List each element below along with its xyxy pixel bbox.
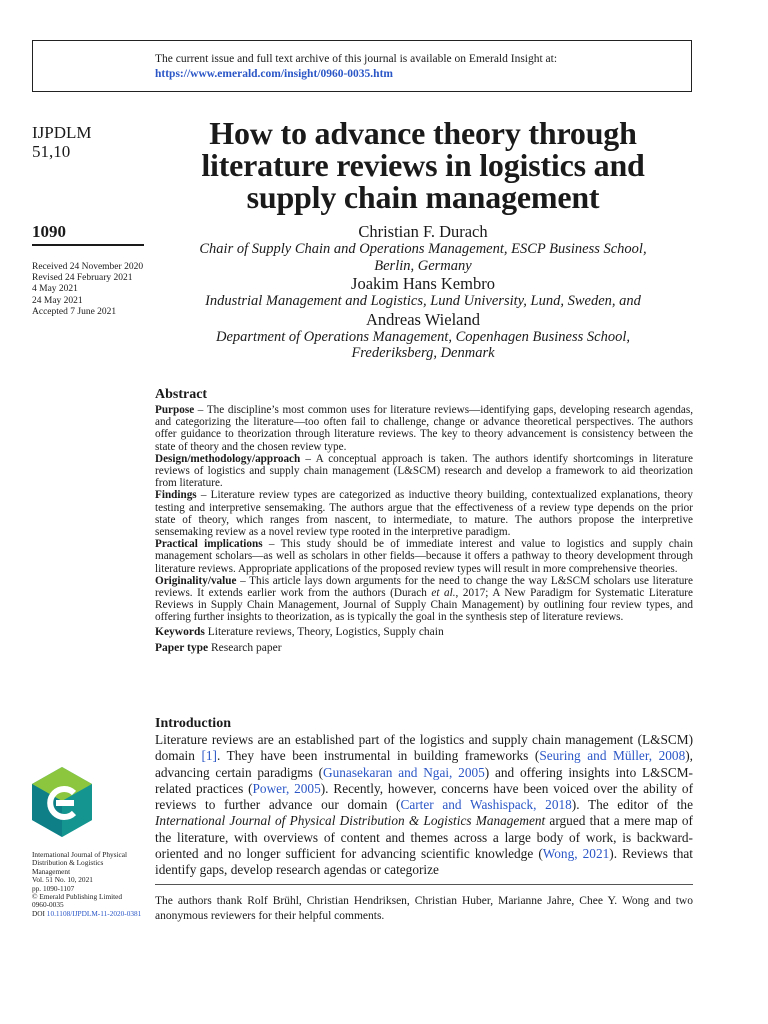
acknowledgement-footnote: The authors thank Rolf Brühl, Christian Hendriksen, Christian Huber, Marianne Jahre, Chee Y. Wong and two anonymous reviewers for their helpful comments. [155,895,693,922]
doi-prefix: DOI [32,908,47,918]
date-line: 4 May 2021 [32,284,78,295]
et-al: et al. [431,587,456,600]
keywords-text: Literature reviews, Theory, Logistics, Supply chain [204,625,444,638]
citation-link[interactable]: Seuring and Müller, 2008 [539,748,686,764]
abstract-originality [155,575,693,624]
journal-info-line: Management [32,866,71,876]
abstract-practical [155,538,693,575]
date-line: 24 May 2021 [32,295,83,306]
body-text: ). Reviews that identify gaps, develop research agendas or categorize [155,846,693,878]
paper-type-text: Research paper [208,641,282,654]
section-text: – This article lays down arguments for the need to change the way L&SCM scholars use literature reviews. It extends earlier work from the authors (Durach [155,574,693,600]
section-label: Originality/value [155,574,237,587]
author-name: Andreas Wieland [365,309,481,329]
author-affiliation: Chair of Supply Chain and Operations Management, ESCP Business School, [199,241,647,257]
section-label: Practical implications [155,538,263,551]
section-text: – A conceptual approach is taken. The authors identify shortcomings in literature reviews of logistics and supply chain management (L&SCM) research and develop a framework to aid theorization from literature. [155,452,693,490]
author-affiliation: Department of Operations Management, Copenhagen Business School, [215,328,630,345]
body-text: ). Recently, however, concerns have been voiced over the ability of reviews to further advance our domain ( [155,780,693,813]
paper-type-label: Paper type [155,641,209,654]
journal-info-line: 0960-0035 [32,900,64,910]
journal-info-line: Distribution & Logistics [32,858,104,868]
author-name: Joakim Hans Kembro [351,274,495,293]
body-text: ), advancing certain paradigms ( [155,748,693,780]
section-label: Purpose [155,404,195,416]
abstract-heading: Abstract [155,387,208,402]
abstract [155,386,693,656]
page-number: 1090 [32,222,66,241]
keywords [155,624,693,640]
title-line: supply chain management [246,179,600,215]
author-affiliation: Industrial Management and Logistics, Lund University, Lund, Sweden, and [205,293,641,309]
section-label: Findings [155,489,197,502]
abstract-purpose [155,404,693,453]
journal-abbreviation [32,123,92,161]
journal-info-line: pp. 1090-1107 [32,883,75,893]
author-name: Christian F. Durach [358,222,488,241]
section-text: – Literature review types are categorized as inductive theory building, contextualized explanations, theory testing and interpretive sensemaking. The authors argue that the effectiveness of a review type depends on the prior state of theory, which ranges from nascent, to intermediate, to mature. The authors propose the interpretive sensemaking review as a novel review type rooted in the interpretive paradigm. [155,489,693,539]
journal-abbr-text: IJPDLM [32,123,92,142]
doi-link[interactable]: 10.1108/IJPDLM-11-2020-0381 [46,908,142,918]
introduction [155,716,693,879]
banner-url-link[interactable]: https://www.emerald.com/insight/0960-0035.htm [155,68,393,80]
doi-line [32,910,147,918]
journal-name: International Journal of Physical Distribution & Logistics Management [155,813,546,829]
paper-title [155,117,691,213]
body-text: ). The editor of the [571,797,693,813]
citation-link[interactable]: Wong, 2021 [542,846,610,862]
citation-link[interactable]: Gunasekaran and Ngai, 2005 [323,764,485,780]
section-text: – This study should be of immediate interest and value to logistics and supply chain management scholars—as well as scholars in other fields—because it offers a pathway to theory development through literature reviews. Appropriate applications of the proposed review types will result in more comprehensive theories. [155,538,693,575]
citation-link[interactable]: Carter and Washispack, 2018 [400,797,572,813]
journal-info-line: International Journal of Physical [32,850,128,859]
volume-issue: 51,10 [32,142,71,161]
received-dates [32,262,143,318]
body-text: . They have been instrumental in building frameworks ( [216,748,540,764]
emerald-logo-icon [30,765,94,840]
introduction-paragraph [155,732,693,879]
date-line: Revised 24 February 2021 [32,273,133,284]
title-line: How to advance theory through [209,115,637,151]
journal-info-line: Vol. 51 No. 10, 2021 [32,875,93,885]
body-text: argued that a mere map of the literature, with overviews of content and themes across a large body of work, is backward-oriented and no longer sufficient for advancing scientific knowledge ( [155,813,693,862]
body-text: Literature reviews are an established part of the logistics and supply chain management (L&SCM) domain [155,732,693,764]
date-line: Accepted 7 June 2021 [32,306,117,317]
title-line: literature reviews in logistics and [201,147,645,183]
author-block [155,222,691,362]
abstract-findings [155,489,693,538]
author-affiliation: Berlin, Germany [374,257,472,274]
author-affiliation: Frederiksberg, Denmark [351,345,495,361]
banner-line: The current issue and full text archive of this journal is available on Emerald Insight at: [155,53,558,65]
banner-text [155,52,557,82]
introduction-heading: Introduction [155,716,231,731]
margin-rule [32,244,144,246]
section-text: , 2017; A New Paradigm for Systematic Literature Reviews in Supply Chain Management, Journal of Supply Chain Management) by outlining four review types, and offering further insights to theorization, as is typically the goal in the synthesis step of literature reviews. [155,587,693,624]
body-text: ) and offering insights into L&SCM-related practices ( [155,764,693,796]
footnote-rule [155,884,693,885]
section-text: – The discipline’s most common uses for literature reviews—identifying gaps, developing research agendas, and categorizing the literature—too often fail to challenge, change or advance theoretical perspectives. The authors offer guidance to theorization through literature reviews. The key to theory advancement is consistency between the state of theory and the chosen review type. [155,404,693,453]
citation-link[interactable]: Power, 2005 [252,780,321,796]
journal-info-line: © Emerald Publishing Limited [32,892,123,902]
abstract-design [155,453,693,490]
citation-link[interactable]: [1] [201,748,217,764]
keywords-label: Keywords [155,625,205,638]
journal-info [32,851,147,918]
section-label: Design/methodology/approach [155,452,301,465]
paper-type [155,640,693,656]
date-line: Received 24 November 2020 [32,262,144,272]
